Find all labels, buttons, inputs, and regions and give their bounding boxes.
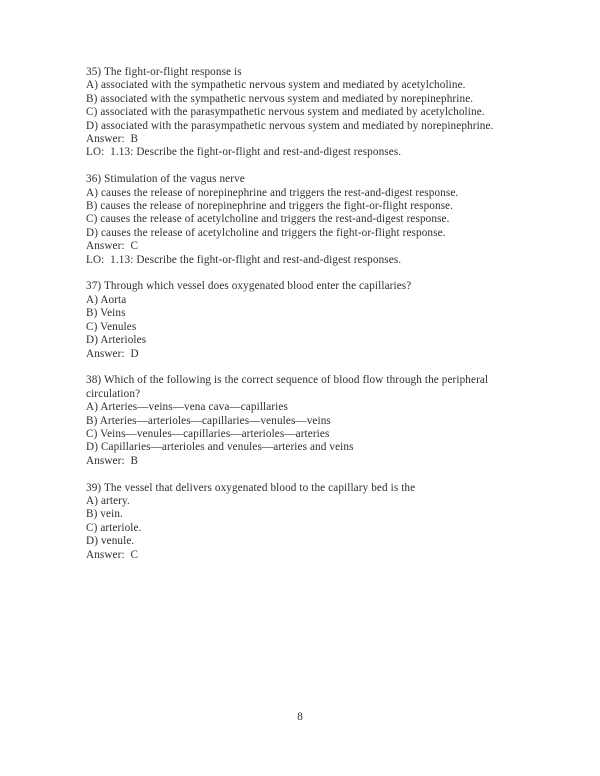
answer-key: Answer: C — [86, 240, 139, 253]
page-number: 8 — [297, 711, 303, 723]
answer-option-c: C) Veins—venules—capillaries—arterioles—arteries — [86, 427, 330, 440]
answer-option-d: D) Capillaries—arterioles and venules—arteries and veins — [86, 441, 354, 454]
answer-option-b: B) associated with the sympathetic nervous system and mediated by norepinephrine. — [86, 92, 474, 105]
answer-option-a: A) causes the release of norepinephrine and triggers the rest-and-digest response. — [86, 186, 459, 199]
answer-key: Answer: B — [86, 133, 139, 146]
answer-option-c: C) arteriole. — [86, 521, 142, 534]
answer-key: Answer: D — [86, 347, 139, 360]
question-stem: 39) The vessel that delivers oxygenated blood to the capillary bed is the — [86, 481, 416, 494]
answer-option-c: C) Venules — [86, 320, 137, 333]
answer-option-d: D) venule. — [86, 535, 135, 548]
document-body — [86, 66, 520, 575]
question-stem: 37) Through which vessel does oxygenated blood enter the capillaries? — [86, 280, 412, 293]
question-block-36 — [86, 173, 520, 267]
answer-option-b: B) Arteries—arterioles—capillaries—venules—veins — [86, 414, 331, 427]
question-stem: 36) Stimulation of the vagus nerve — [86, 173, 245, 186]
answer-option-a: A) Arteries—veins—vena cava—capillaries — [86, 401, 288, 414]
answer-option-a: A) associated with the sympathetic nervous system and mediated by acetylcholine. — [86, 79, 466, 92]
learning-objective: LO: 1.13: Describe the fight-or-flight and rest-and-digest responses. — [86, 146, 402, 159]
answer-key: Answer: C — [86, 548, 139, 561]
answer-option-d: D) associated with the parasympathetic nervous system and mediated by norepinephrine. — [86, 119, 494, 132]
question-block-37 — [86, 280, 520, 360]
answer-option-d: D) causes the release of acetylcholine and triggers the fight-or-flight response. — [86, 226, 446, 239]
learning-objective: LO: 1.13: Describe the fight-or-flight and rest-and-digest responses. — [86, 253, 402, 266]
answer-option-b: B) causes the release of norepinephrine and triggers the fight-or-flight response. — [86, 200, 454, 213]
answer-option-b: B) Veins — [86, 307, 126, 320]
answer-key: Answer: B — [86, 454, 139, 467]
question-block-39 — [86, 482, 520, 562]
question-block-35 — [86, 66, 520, 160]
answer-option-c: C) associated with the parasympathetic nervous system and mediated by acetylcholine. — [86, 106, 485, 119]
answer-option-a: A) artery. — [86, 494, 130, 507]
answer-option-b: B) vein. — [86, 508, 123, 521]
question-block-38 — [86, 374, 520, 468]
answer-option-c: C) causes the release of acetylcholine and triggers the rest-and-digest response. — [86, 213, 450, 226]
answer-option-a: A) Aorta — [86, 293, 127, 306]
answer-option-d: D) Arterioles — [86, 334, 147, 347]
question-stem: 35) The fight-or-flight response is — [86, 66, 242, 78]
question-stem: 38) Which of the following is the correct sequence of blood flow through the peripheral circulation? — [86, 374, 492, 400]
